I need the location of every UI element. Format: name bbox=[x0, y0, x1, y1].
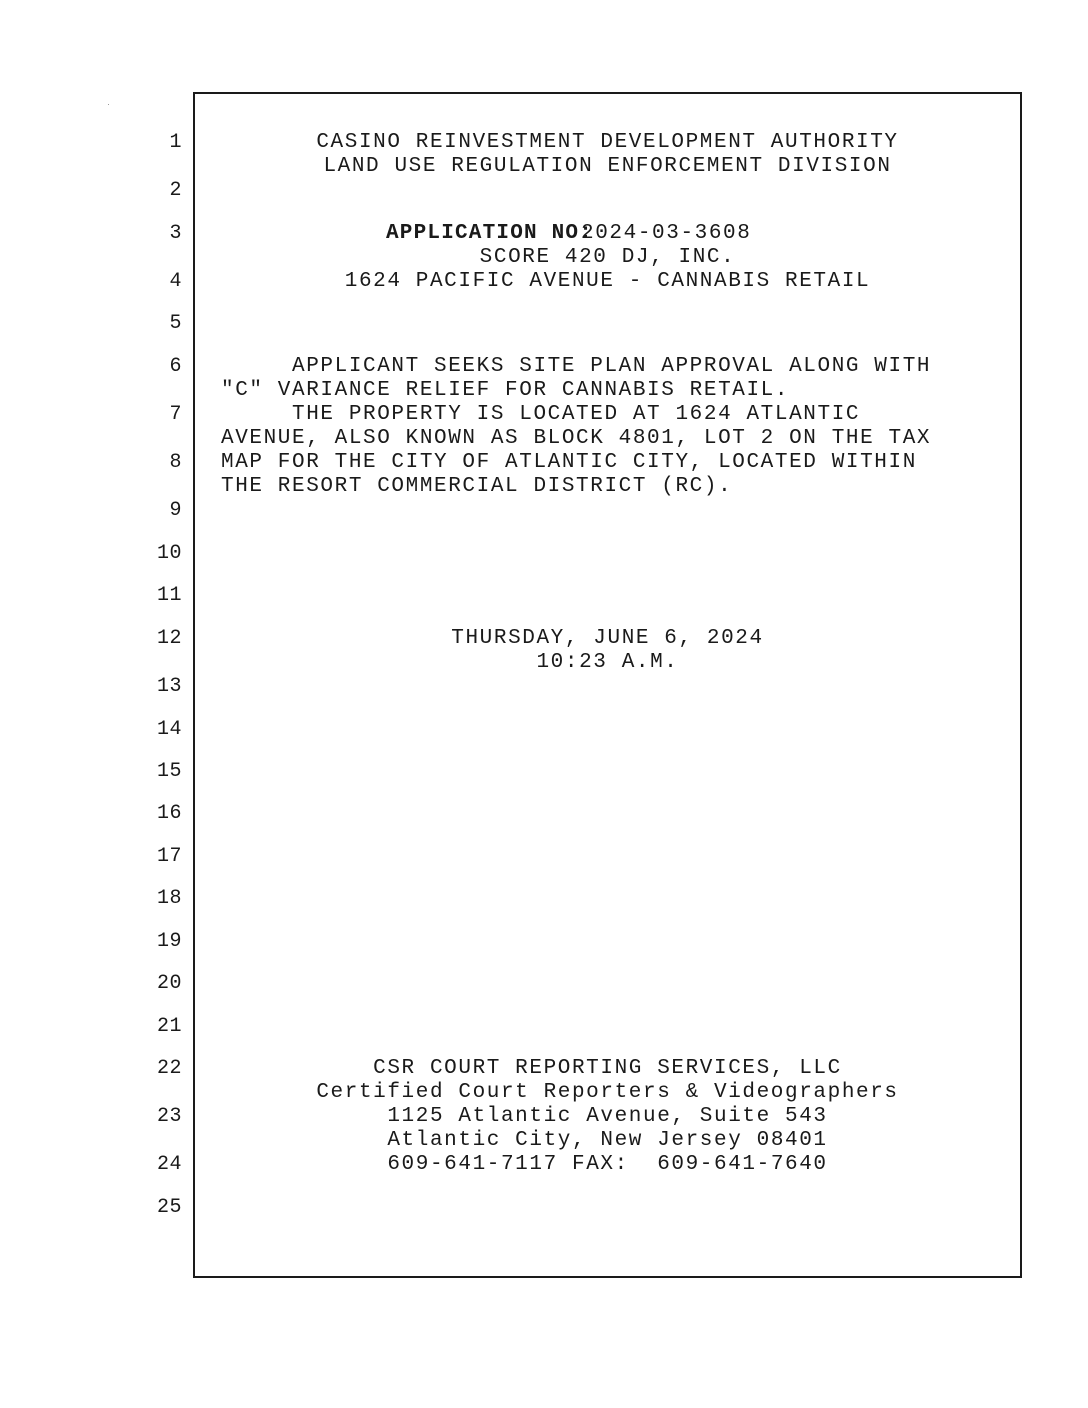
scan-speck bbox=[108, 104, 109, 105]
line-number: 20 bbox=[156, 972, 182, 995]
line-number: 13 bbox=[156, 675, 182, 698]
line-number: 5 bbox=[169, 312, 182, 335]
line-number: 18 bbox=[156, 887, 182, 910]
line-number: 8 bbox=[169, 451, 182, 474]
line-number: 11 bbox=[156, 584, 182, 607]
division-name: LAND USE REGULATION ENFORCEMENT DIVISION bbox=[323, 155, 892, 178]
line-number: 23 bbox=[156, 1105, 182, 1128]
reporter-company: CSR COURT REPORTING SERVICES, LLC bbox=[373, 1057, 842, 1080]
line-number: 10 bbox=[156, 542, 182, 565]
reporter-city: Atlantic City, New Jersey 08401 bbox=[387, 1129, 828, 1152]
applicant-name: SCORE 420 DJ, INC. bbox=[479, 246, 736, 269]
line-number: 14 bbox=[156, 718, 182, 741]
line-number: 15 bbox=[156, 760, 182, 783]
hearing-date: THURSDAY, JUNE 6, 2024 bbox=[451, 627, 764, 650]
reporter-street: 1125 Atlantic Avenue, Suite 543 bbox=[387, 1105, 828, 1128]
line-number: 3 bbox=[169, 222, 182, 245]
line-number: 19 bbox=[156, 930, 182, 953]
line-number: 7 bbox=[169, 403, 182, 426]
line-number: 4 bbox=[169, 270, 182, 293]
line-number: 2 bbox=[169, 179, 182, 202]
line-number: 6 bbox=[169, 355, 182, 378]
reporter-phone-fax: 609-641-7117 FAX: 609-641-7640 bbox=[387, 1153, 828, 1176]
description-line: APPLICANT SEEKS SITE PLAN APPROVAL ALONG WITH bbox=[221, 355, 932, 378]
authority-name: CASINO REINVESTMENT DEVELOPMENT AUTHORITY bbox=[316, 131, 899, 154]
line-number: 22 bbox=[156, 1057, 182, 1080]
reporter-tagline: Certified Court Reporters & Videographers bbox=[316, 1081, 899, 1104]
application-number-line bbox=[386, 222, 751, 246]
description-line: MAP FOR THE CITY OF ATLANTIC CITY, LOCATED WITHIN bbox=[221, 451, 917, 474]
application-number-label: APPLICATION NO: bbox=[386, 222, 594, 245]
description-line: "C" VARIANCE RELIEF FOR CANNABIS RETAIL. bbox=[221, 379, 790, 402]
line-number: 9 bbox=[169, 499, 182, 522]
property-address-use: 1624 PACIFIC AVENUE - CANNABIS RETAIL bbox=[344, 270, 871, 293]
line-number: 16 bbox=[156, 802, 182, 825]
hearing-time: 10:23 A.M. bbox=[536, 651, 679, 674]
line-number: 1 bbox=[169, 131, 182, 154]
line-number: 25 bbox=[156, 1196, 182, 1219]
line-number: 12 bbox=[156, 627, 182, 650]
description-line: AVENUE, ALSO KNOWN AS BLOCK 4801, LOT 2 ON THE TAX bbox=[221, 427, 932, 450]
description-line: THE PROPERTY IS LOCATED AT 1624 ATLANTIC bbox=[221, 403, 861, 426]
line-number: 24 bbox=[156, 1153, 182, 1176]
description-line: THE RESORT COMMERCIAL DISTRICT (RC). bbox=[221, 475, 733, 498]
application-number-value: 2024-03-3608 bbox=[581, 222, 752, 245]
line-number: 21 bbox=[156, 1015, 182, 1038]
line-number: 17 bbox=[156, 845, 182, 868]
